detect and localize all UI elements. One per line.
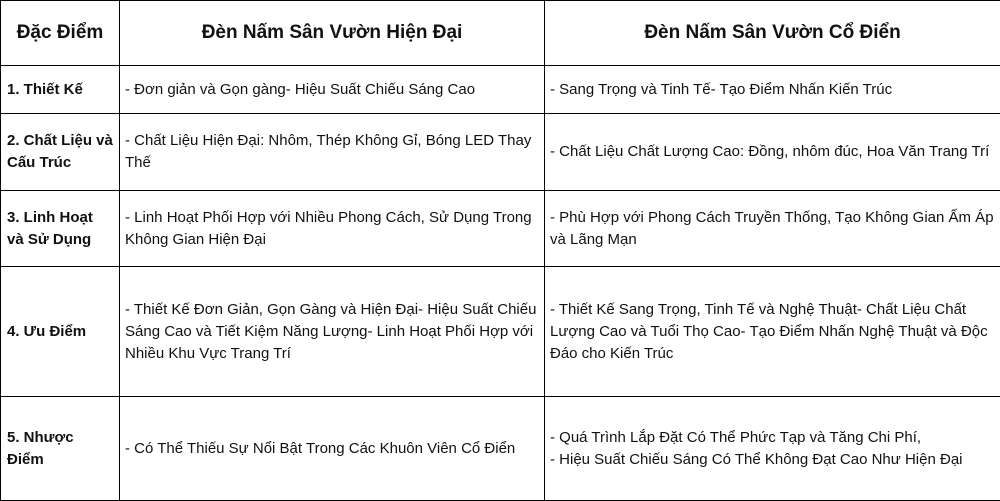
table-row — [1, 66, 1000, 114]
row-label: 1. Thiết Kế — [1, 66, 120, 114]
table-row — [1, 267, 1000, 397]
column-header-modern: Đèn Nấm Sân Vườn Hiện Đại — [120, 1, 545, 66]
modern-cell: - Chất Liệu Hiện Đại: Nhôm, Thép Không Gỉ, Bóng LED Thay Thế — [120, 114, 545, 191]
row-label: 3. Linh Hoạt và Sử Dụng — [1, 191, 120, 267]
table-row — [1, 191, 1000, 267]
table-header-row — [1, 1, 1000, 66]
modern-cell: - Có Thể Thiếu Sự Nổi Bật Trong Các Khuôn Viên Cổ Điển — [120, 397, 545, 501]
row-label: 4. Ưu Điểm — [1, 267, 120, 397]
column-header-feature: Đặc Điểm — [1, 1, 120, 66]
modern-cell: - Đơn giản và Gọn gàng- Hiệu Suất Chiếu Sáng Cao — [120, 66, 545, 114]
column-header-classic: Đèn Nấm Sân Vườn Cổ Điển — [545, 1, 1000, 66]
classic-cell: - Thiết Kế Sang Trọng, Tinh Tế và Nghệ Thuật- Chất Liệu Chất Lượng Cao và Tuổi Thọ Cao- Tạo Điểm Nhấn Nghệ Thuật và Độc Đáo cho Kiến Trúc — [545, 267, 1000, 397]
row-label: 5. Nhược Điểm — [1, 397, 120, 501]
row-label: 2. Chất Liệu và Cấu Trúc — [1, 114, 120, 191]
classic-cell: - Phù Hợp với Phong Cách Truyền Thống, Tạo Không Gian Ấm Áp và Lãng Mạn — [545, 191, 1000, 267]
classic-cell: - Quá Trình Lắp Đặt Có Thể Phức Tạp và Tăng Chi Phí, - Hiệu Suất Chiếu Sáng Có Thể Không Đạt Cao Như Hiện Đại — [545, 397, 1000, 501]
modern-cell: - Linh Hoạt Phối Hợp với Nhiều Phong Cách, Sử Dụng Trong Không Gian Hiện Đại — [120, 191, 545, 267]
modern-cell: - Thiết Kế Đơn Giản, Gọn Gàng và Hiện Đại- Hiệu Suất Chiếu Sáng Cao và Tiết Kiệm Năng Lượng- Linh Hoạt Phối Hợp với Nhiều Khu Vực Trang Trí — [120, 267, 545, 397]
classic-cell: - Chất Liệu Chất Lượng Cao: Đồng, nhôm đúc, Hoa Văn Trang Trí — [545, 114, 1000, 191]
table-row — [1, 114, 1000, 191]
table-row — [1, 397, 1000, 501]
classic-cell: - Sang Trọng và Tinh Tế- Tạo Điểm Nhấn Kiến Trúc — [545, 66, 1000, 114]
